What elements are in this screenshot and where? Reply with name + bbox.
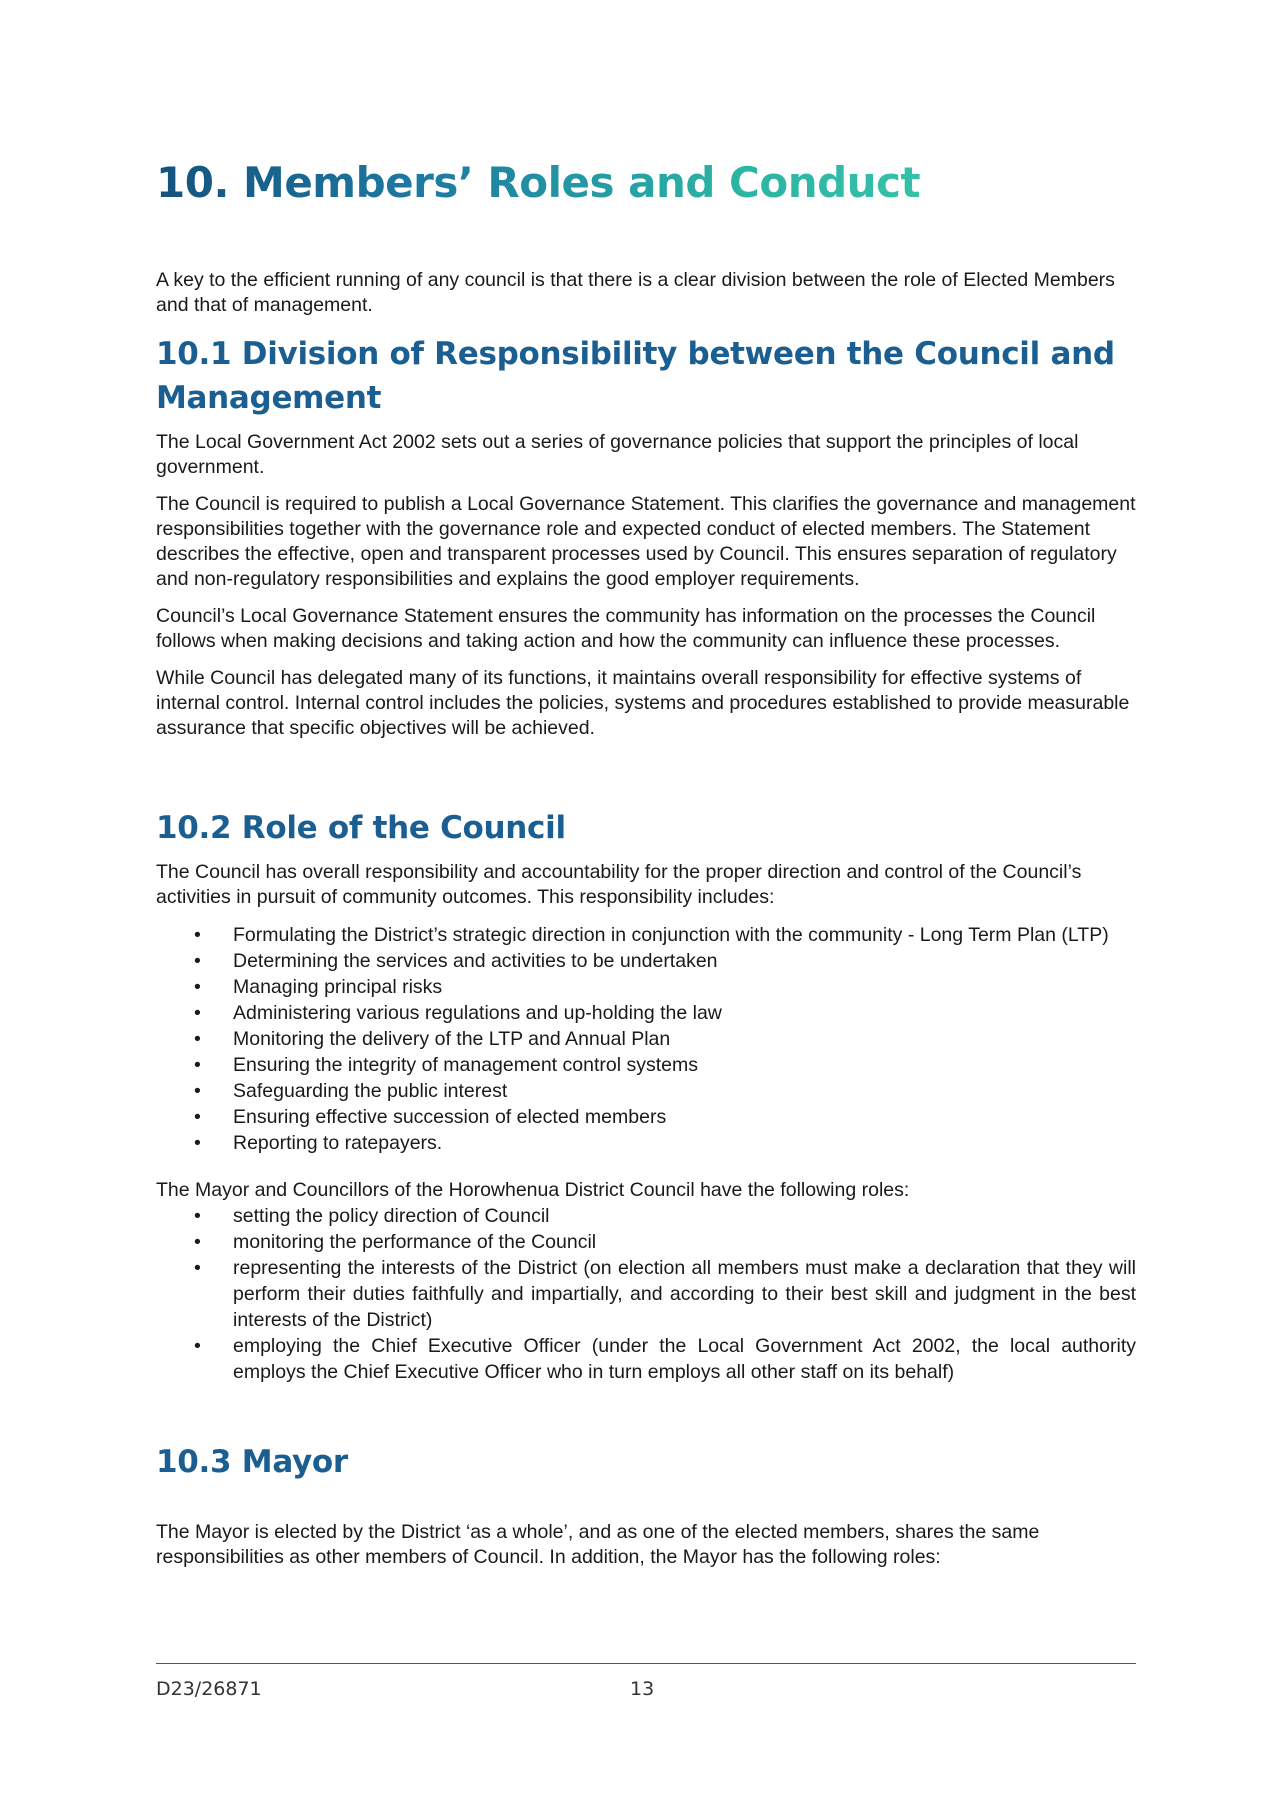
body-paragraph: Council’s Local Governance Statement ensures the community has information on the processes the Council follows when making decisions and taking action and how the community can influence these processes. [156, 605, 1096, 652]
roles-list [156, 1203, 1136, 1385]
document-reference: D23/26871 [156, 1678, 262, 1700]
list-item: • Formulating the District’s strategic direction in conjunction with the community - Long Term Plan (LTP) [194, 924, 1109, 946]
list-item: • Ensuring the integrity of management control systems [194, 1054, 698, 1076]
list-item: • Administering various regulations and up-holding the law [194, 1002, 722, 1024]
footer-divider [156, 1663, 1136, 1664]
page-title: 10. Members’ Roles and Conduct [156, 158, 921, 207]
body-paragraph: The Mayor and Councillors of the Horowhenua District Council have the following roles: [156, 1179, 910, 1201]
list-item: • Ensuring effective succession of elected members [194, 1106, 667, 1128]
body-paragraph: The Mayor is elected by the District ‘as a whole’, and as one of the elected members, shares the same responsibilities as other members of Council. In addition, the Mayor has the following roles: [156, 1521, 1040, 1568]
list-item: • Managing principal risks [194, 976, 443, 998]
list-item: • Reporting to ratepayers. [194, 1132, 443, 1154]
list-item: • Monitoring the delivery of the LTP and Annual Plan [194, 1028, 671, 1050]
body-paragraph: The Council has overall responsibility and accountability for the proper direction and control of the Council’s activities in pursuit of community outcomes. This responsibility includes: [156, 861, 1082, 908]
section-heading-10-2: 10.2 Role of the Council [156, 810, 566, 846]
body-paragraph: The Local Government Act 2002 sets out a series of governance policies that support the principles of local government. [156, 431, 1079, 478]
body-paragraph: The Council is required to publish a Local Governance Statement. This clarifies the governance and management responsibilities together with the governance role and expected conduct of elected members. The Statement describes the effective, open and transparent processes used by Council. This ensures separation of regulatory and non-regulatory responsibilities and explains the good employer requirements. [156, 493, 1136, 590]
section-heading-10-1: 10.1 Division of Responsibility between the Council and Management [156, 336, 1115, 416]
list-item: • employing the Chief Executive Officer (under the Local Government Act 2002, the local authority employs the Chief Executive Officer who in turn employs all other staff on its behalf) [194, 1335, 1136, 1383]
section-10-1 [156, 332, 1136, 753]
section-10-2 [156, 806, 1136, 1385]
list-item: • Determining the services and activities to be undertaken [194, 950, 718, 972]
page-number: 13 [630, 1678, 655, 1700]
list-item: • Safeguarding the public interest [194, 1080, 508, 1102]
section-heading-10-3: 10.3 Mayor [156, 1444, 348, 1480]
list-item: • setting the policy direction of Council [194, 1205, 550, 1227]
list-item: • monitoring the performance of the Council [194, 1231, 597, 1253]
intro-paragraph: A key to the efficient running of any council is that there is a clear division between the role of Elected Members and that of management. [156, 269, 1115, 316]
section-10-3 [156, 1440, 1136, 1582]
responsibility-list [156, 922, 1136, 1156]
intro-block [156, 268, 1136, 330]
list-item: • representing the interests of the District (on election all members must make a declaration that they will perform their duties faithfully and impartially, and according to their best skill and judgment in the best interests of the District) [194, 1257, 1136, 1331]
body-paragraph: While Council has delegated many of its functions, it maintains overall responsibility for effective systems of internal control. Internal control includes the policies, systems and procedures established to provide measurable assurance that specific objectives will be achieved. [156, 667, 1130, 739]
